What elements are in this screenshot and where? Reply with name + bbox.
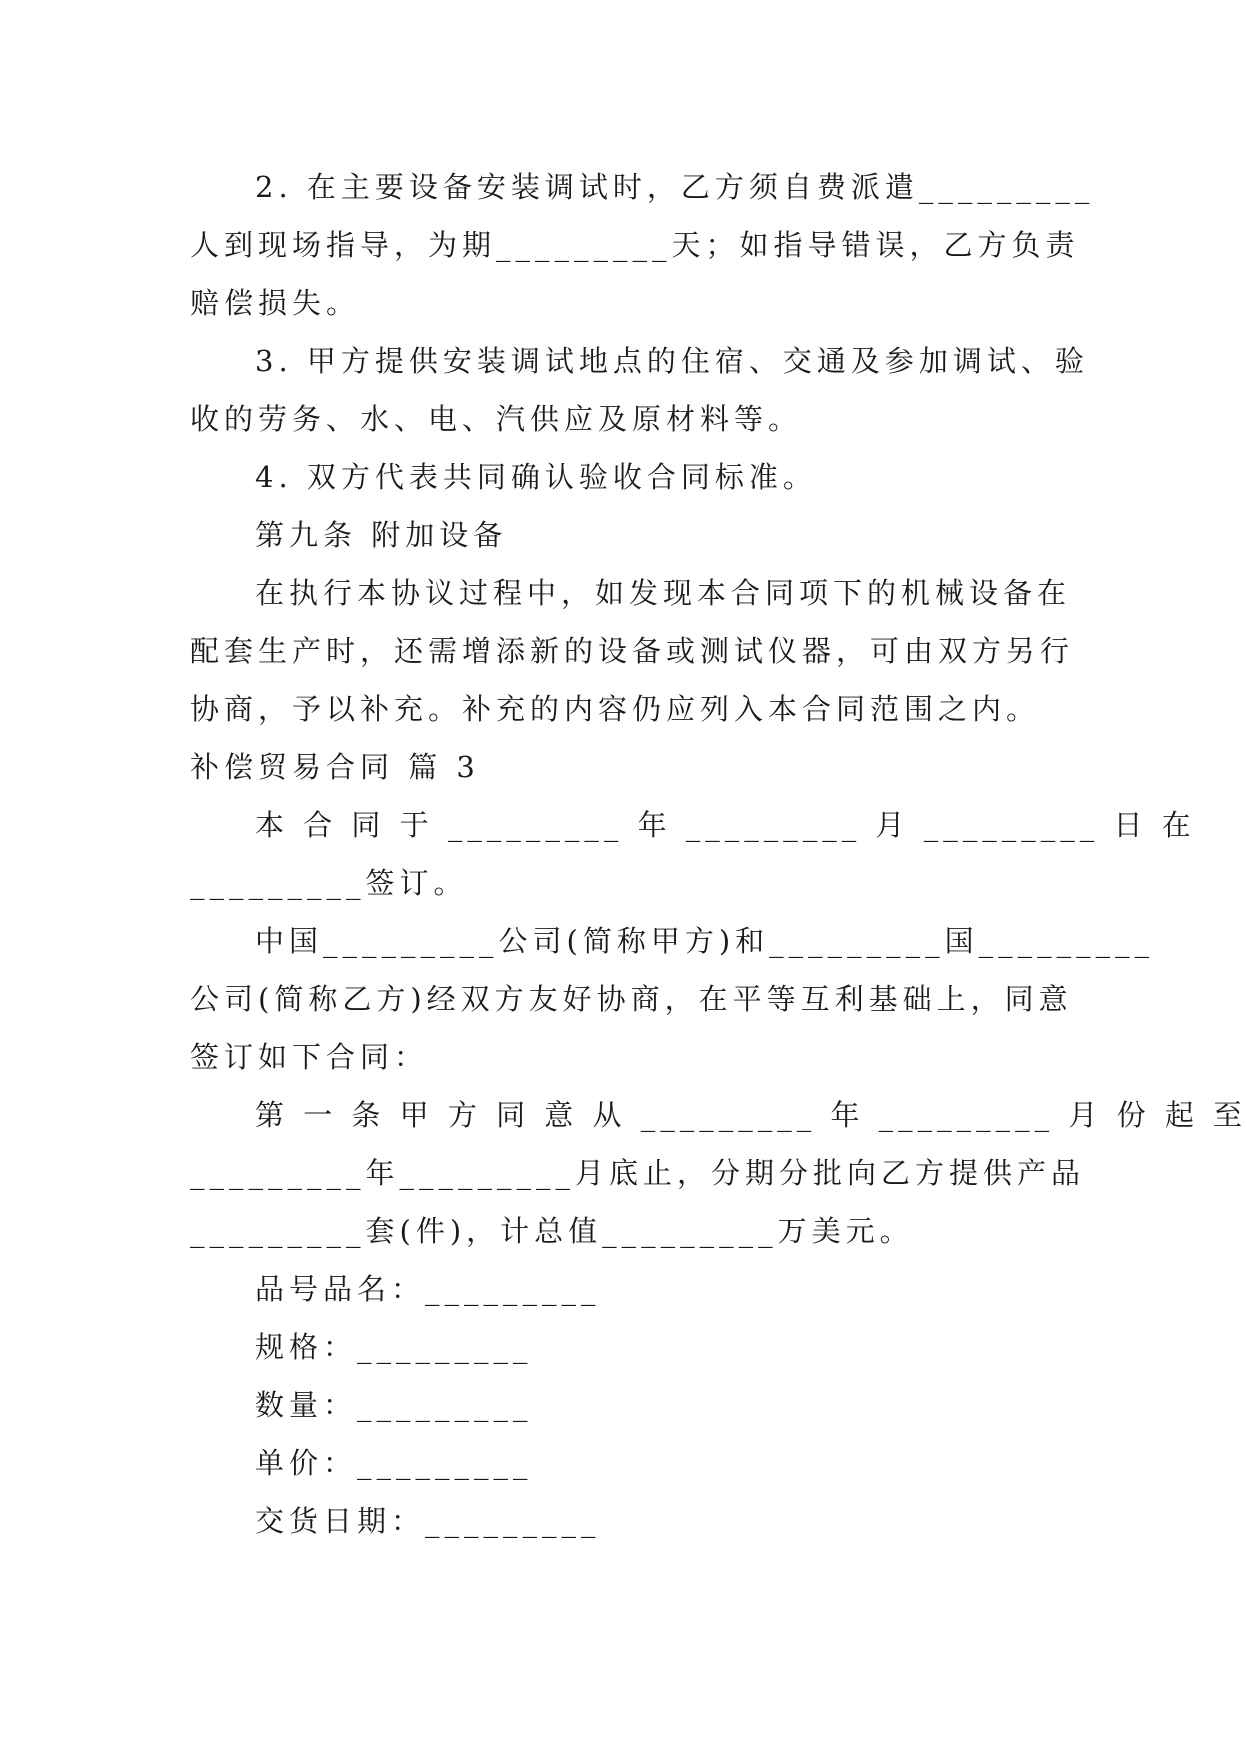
field-quantity: 数量：_________ [255, 1388, 533, 1422]
text-line-13: _________签订。 [190, 866, 468, 900]
text-line-8: 在执行本协议过程中，如发现本合同项下的机械设备在 [255, 576, 1072, 610]
field-specification: 规格：_________ [255, 1330, 533, 1364]
contract-title-part-3: 补偿贸易合同 篇 3 [190, 750, 480, 784]
text-line-9: 配套生产时，还需增添新的设备或测试仪器，可由双方另行 [190, 634, 1075, 668]
text-line-14: 中国_________公司(简称甲方)和_________国_________ [255, 924, 1155, 958]
text-line-2: 人到现场指导，为期_________天；如指导错误，乙方负责 [190, 228, 1080, 262]
field-unit-price: 单价：_________ [255, 1446, 533, 1480]
text-line-5: 收的劳务、水、电、汽供应及原材料等。 [190, 402, 803, 436]
text-line-10: 协商，予以补充。补充的内容仍应列入本合同范围之内。 [190, 692, 1041, 726]
text-line-18: _________年_________月底止，分期分批向乙方提供产品 [190, 1156, 1086, 1190]
text-line-16: 签订如下合同： [190, 1040, 429, 1074]
text-line-3: 赔偿损失。 [190, 286, 361, 320]
text-line-15: 公司(简称乙方)经双方友好协商，在平等互利基础上，同意 [190, 982, 1073, 1016]
field-delivery-date: 交货日期：_________ [255, 1504, 601, 1538]
field-product-name: 品号品名：_________ [255, 1272, 601, 1306]
text-line-12: 本 合 同 于 _________ 年 _________ 月 _________ 日 在 [255, 808, 1196, 842]
section-heading-article-9: 第九条 附加设备 [255, 518, 508, 552]
text-line-4: 3. 甲方提供安装调试地点的住宿、交通及参加调试、验 [255, 344, 1089, 378]
text-line-1: 2. 在主要设备安装调试时，乙方须自费派遣_________ [255, 170, 1095, 204]
text-line-17: 第 一 条 甲 方 同 意 从 _________ 年 _________ 月 份 起 至 [255, 1098, 1247, 1132]
text-line-6: 4. 双方代表共同确认验收合同标准。 [255, 460, 817, 494]
text-line-19: _________套(件)，计总值_________万美元。 [190, 1214, 914, 1248]
